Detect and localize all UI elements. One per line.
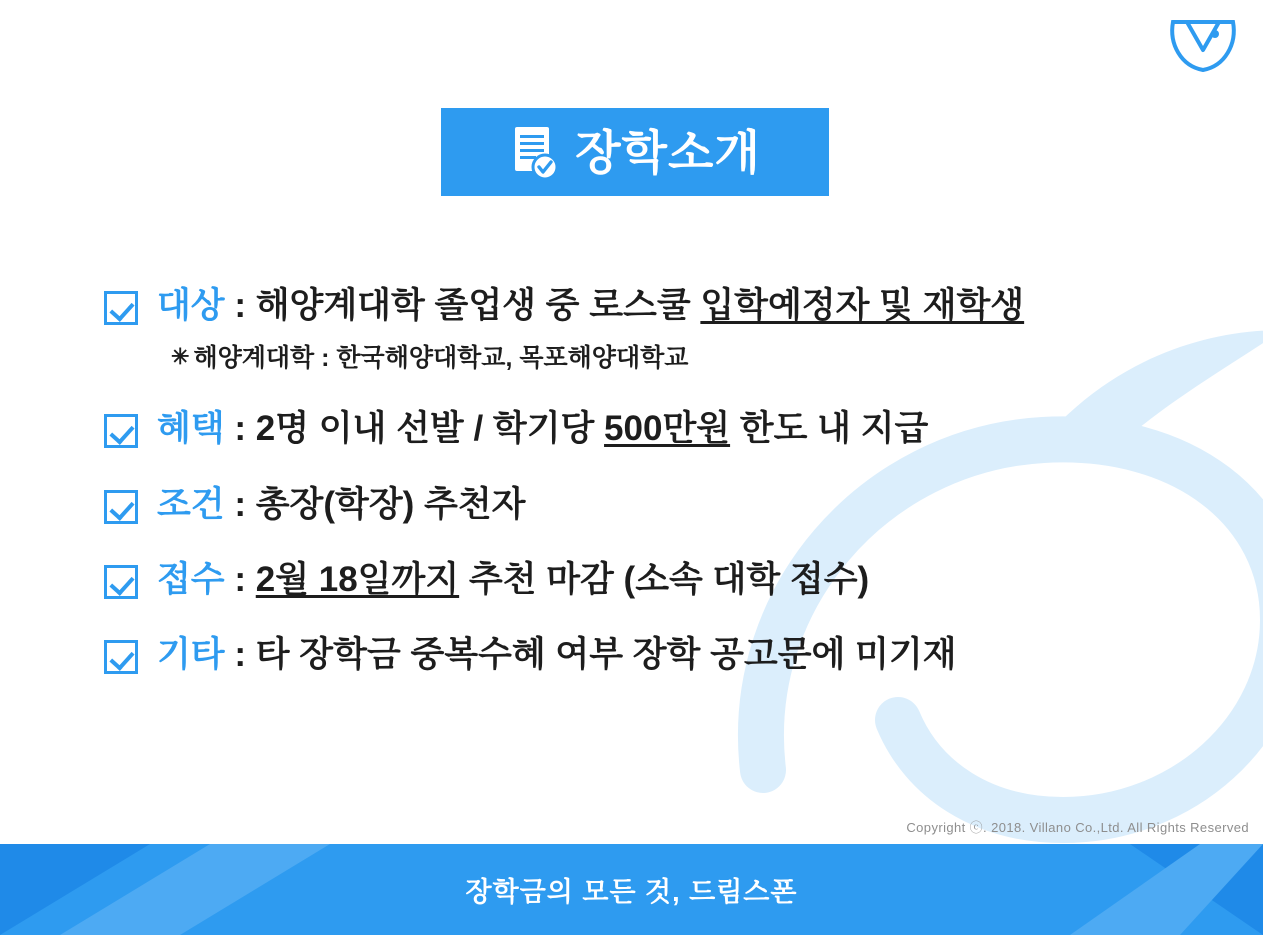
list-item-label: 접수	[157, 559, 225, 599]
list-item	[104, 285, 1184, 374]
document-check-icon	[509, 124, 561, 182]
page-title: 장학소개	[575, 125, 761, 179]
scholarship-info-list	[104, 285, 1184, 675]
list-item-separator: :	[234, 484, 247, 524]
list-item-emphasis: 2월 18일까지	[255, 559, 460, 599]
list-item-separator: :	[234, 559, 247, 599]
footer-bar	[0, 844, 1263, 935]
list-item-body	[157, 285, 1184, 374]
footer-slogan: 장학금의 모든 것, 드림스폰	[465, 877, 798, 907]
list-item-text: 해양계대학 졸업생 중 로스쿨	[255, 286, 701, 325]
list-item-text: 타 장학금 중복수혜 여부 장학 공고문에 미기재	[255, 635, 957, 675]
checkbox-icon	[104, 565, 138, 599]
checkbox-icon	[104, 291, 138, 325]
list-item	[104, 484, 1184, 525]
list-item-emphasis: 500만원	[604, 409, 731, 449]
list-item-body	[157, 484, 1184, 525]
bird-logo-icon	[1167, 14, 1241, 76]
list-item-line	[157, 559, 1184, 600]
asterisk-icon: ✳	[171, 344, 190, 370]
list-item-line	[157, 634, 1184, 675]
slide-title-banner	[441, 108, 829, 196]
list-item-text: 총장(학장) 추천자	[255, 484, 526, 524]
list-item-text-tail: 추천 마감 (소속 대학 접수)	[459, 559, 870, 599]
list-item-text-tail: 한도 내 지급	[730, 409, 929, 449]
list-item-note	[171, 338, 1184, 374]
list-item-line	[157, 408, 1184, 449]
list-item-note-text: 해양계대학 : 한국해양대학교, 목포해양대학교	[193, 344, 689, 373]
list-item-label: 기타	[157, 635, 225, 675]
list-item-separator: :	[234, 409, 247, 449]
list-item-separator: :	[234, 635, 247, 675]
list-item	[104, 408, 1184, 449]
checkbox-icon	[104, 414, 138, 448]
list-item-label: 조건	[157, 484, 225, 524]
list-item-body	[157, 634, 1184, 675]
list-item-label: 혜택	[157, 409, 225, 449]
list-item-body	[157, 408, 1184, 449]
checkbox-icon	[104, 490, 138, 524]
list-item-line	[157, 484, 1184, 525]
list-item-separator: :	[234, 286, 247, 325]
list-item-body	[157, 559, 1184, 600]
list-item-emphasis: 입학예정자 및 재학생	[700, 286, 1025, 325]
list-item-line	[157, 285, 1184, 326]
checkbox-icon	[104, 640, 138, 674]
list-item-label: 대상	[157, 286, 225, 325]
list-item	[104, 634, 1184, 675]
list-item	[104, 559, 1184, 600]
copyright-text: Copyright ⓒ. 2018. Villano Co.,Ltd. All Rights Reserved	[906, 820, 1249, 835]
list-item-text: 2명 이내 선발 / 학기당	[255, 409, 605, 449]
